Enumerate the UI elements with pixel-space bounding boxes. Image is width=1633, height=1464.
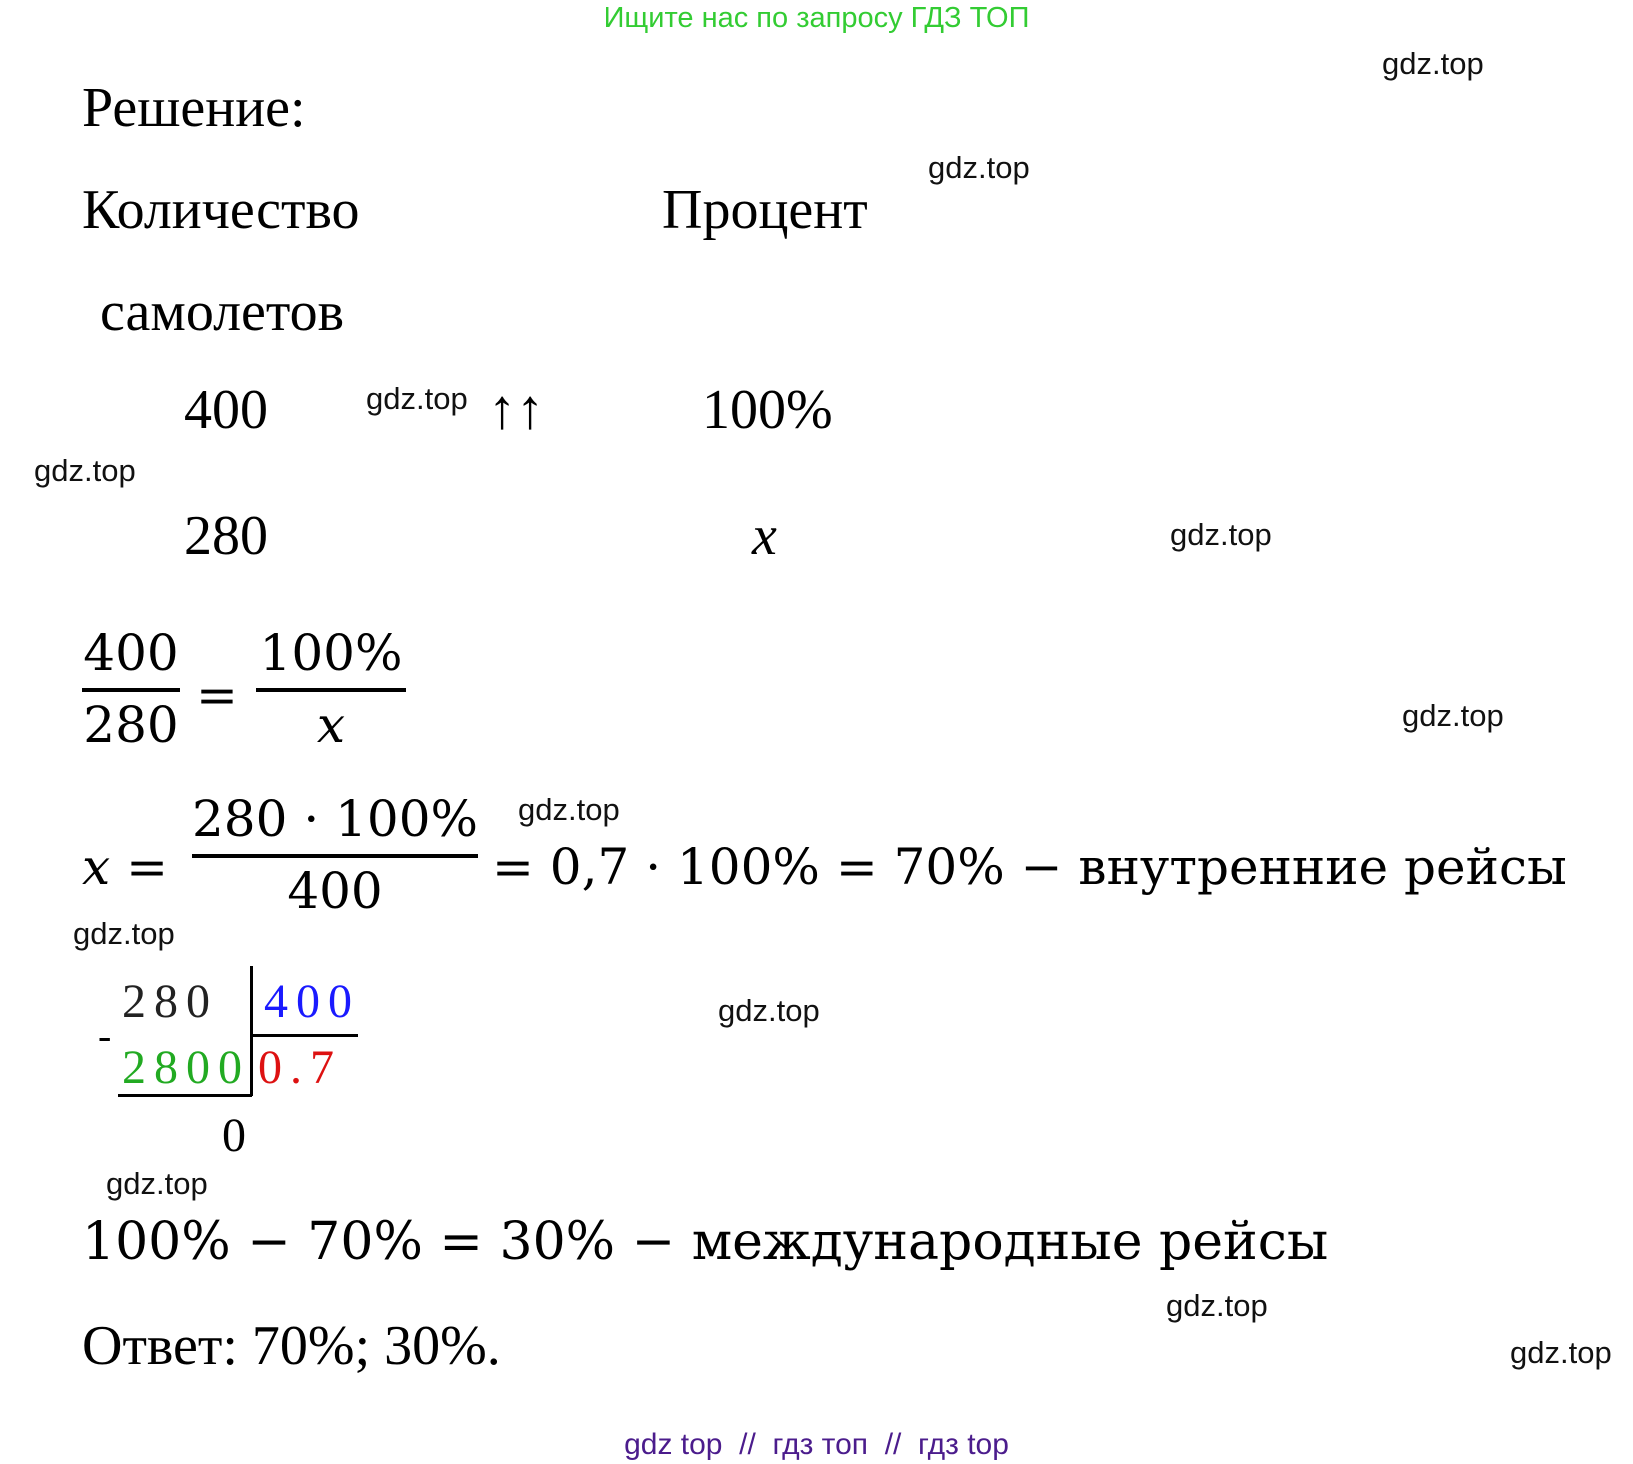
- division-divisor-line: [250, 1034, 358, 1037]
- column-header-percent: Процент: [662, 179, 868, 241]
- watermark: gdz.top: [1382, 46, 1484, 81]
- watermark: gdz.top: [928, 150, 1030, 185]
- fraction-denominator: 280: [83, 696, 179, 754]
- row2-quantity: 280: [184, 505, 268, 567]
- row1-percent: 100%: [702, 379, 833, 441]
- watermark: gdz.top: [366, 381, 468, 416]
- dividend: 280: [122, 975, 218, 1028]
- watermark: gdz.top: [1402, 698, 1504, 733]
- watermark: gdz.top: [1170, 517, 1272, 552]
- row2-unknown: x: [752, 505, 777, 567]
- division-subtract-line: [118, 1094, 252, 1097]
- calc-fraction: [192, 790, 479, 920]
- fraction-numerator: 100%: [259, 624, 403, 682]
- proportion-left-fraction: [82, 624, 180, 754]
- divisor: 400: [264, 975, 360, 1028]
- fraction-bar: [192, 854, 478, 858]
- international-calc: 100% − 70% = 30% − международные рейсы: [82, 1212, 1329, 1272]
- solution-title: Решение:: [82, 77, 306, 139]
- watermark: gdz.top: [518, 792, 620, 827]
- watermark: gdz.top: [106, 1166, 208, 1201]
- minus-sign: -: [98, 1013, 112, 1058]
- equals-sign: =: [196, 666, 238, 724]
- fraction-denominator: x: [316, 696, 346, 754]
- remainder: 0: [222, 1109, 254, 1162]
- direct-proportion-arrows: ↑↑: [488, 379, 544, 441]
- calc-result: = 0,7 · 100% = 70% − внутренние рейсы: [492, 838, 1567, 896]
- quotient: 0.7: [258, 1041, 342, 1094]
- proportion-right-fraction: [256, 624, 406, 754]
- watermark: gdz.top: [718, 993, 820, 1028]
- watermark: gdz.top: [1166, 1288, 1268, 1323]
- watermark: gdz.top: [34, 453, 136, 488]
- fraction-bar: [82, 688, 180, 692]
- answer: Ответ: 70%; 30%.: [82, 1315, 501, 1377]
- fraction-bar: [256, 688, 406, 692]
- watermark: gdz.top: [73, 916, 175, 951]
- watermark: gdz.top: [1510, 1335, 1612, 1370]
- fraction-denominator: 400: [287, 862, 383, 920]
- fraction-numerator: 400: [83, 624, 179, 682]
- column-header-planes: самолетов: [100, 281, 345, 343]
- promo-text: Ищите нас по запросу ГДЗ ТОП: [603, 2, 1030, 34]
- division-vertical-line: [250, 966, 253, 1096]
- row1-quantity: 400: [184, 379, 268, 441]
- subtracted-value: 2800: [122, 1041, 250, 1094]
- calc-lhs: x =: [82, 838, 168, 896]
- footer-text: gdz top // гдз топ // гдз top: [624, 1428, 1009, 1461]
- fraction-numerator: 280 · 100%: [192, 790, 479, 848]
- column-header-quantity: Количество: [82, 179, 360, 241]
